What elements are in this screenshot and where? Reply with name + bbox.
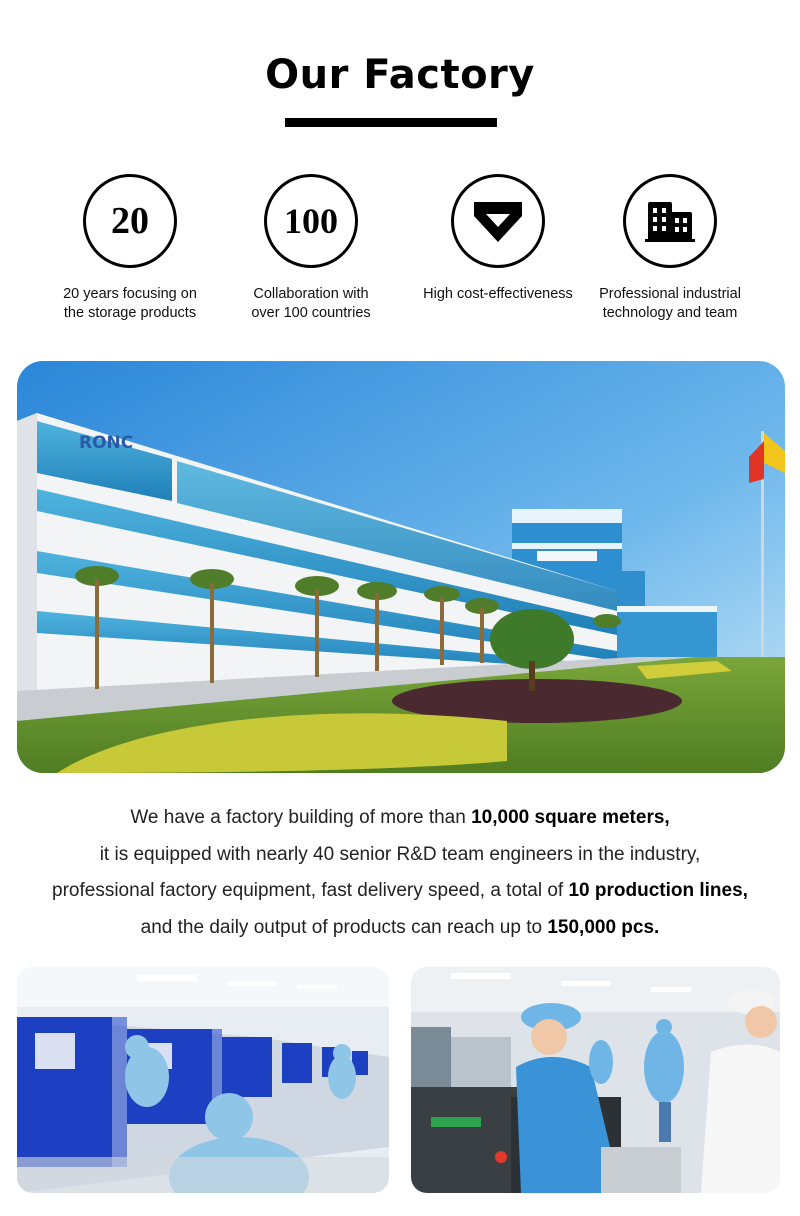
factory-building-photo [17, 361, 785, 773]
ronc-sign: RONC [79, 433, 134, 453]
feature-cost [408, 174, 588, 304]
feature-caption [221, 285, 401, 323]
feature-caption [408, 285, 588, 304]
highlight-lines: 10 production lines, [568, 880, 748, 901]
caption-line: the storage products [63, 305, 197, 321]
feature-years [40, 174, 220, 323]
cleanroom-production-photo [17, 967, 389, 1193]
description-line: it is equipped with nearly 40 senior R&D team engineers in the industry, [99, 843, 701, 865]
diamond-icon [451, 174, 545, 268]
feature-caption [40, 285, 220, 323]
feature-caption [580, 285, 760, 323]
badge-number: 100 [284, 201, 338, 241]
title-underline [285, 118, 497, 127]
description-line: We have a factory building of more than 10,000 square meters, [130, 807, 670, 828]
caption-line: Collaboration with [253, 286, 369, 302]
description-line: professional factory equipment, fast delivery speed, a total of 10 production lines, [52, 880, 748, 901]
caption-line: over 100 countries [251, 305, 371, 321]
highlight-area: 10,000 square meters, [471, 807, 670, 828]
caption-line: technology and team [602, 305, 738, 321]
factory-description [0, 800, 800, 946]
buildings-icon [623, 174, 717, 268]
badge-number: 20 [111, 200, 149, 242]
highlight-output: 150,000 pcs. [547, 916, 660, 938]
feature-countries [221, 174, 401, 323]
badge-circle [264, 174, 358, 268]
feature-technology [580, 174, 760, 323]
caption-line: High cost-effectiveness [423, 286, 573, 302]
caption-line: Professional industrial [599, 286, 741, 302]
caption-line: 20 years focusing on [63, 286, 197, 302]
assembly-line-photo [411, 967, 780, 1193]
page-title: Our Factory [265, 52, 535, 98]
description-line: and the daily output of products can reach up to 150,000 pcs. [140, 916, 660, 938]
badge-circle [83, 174, 177, 268]
